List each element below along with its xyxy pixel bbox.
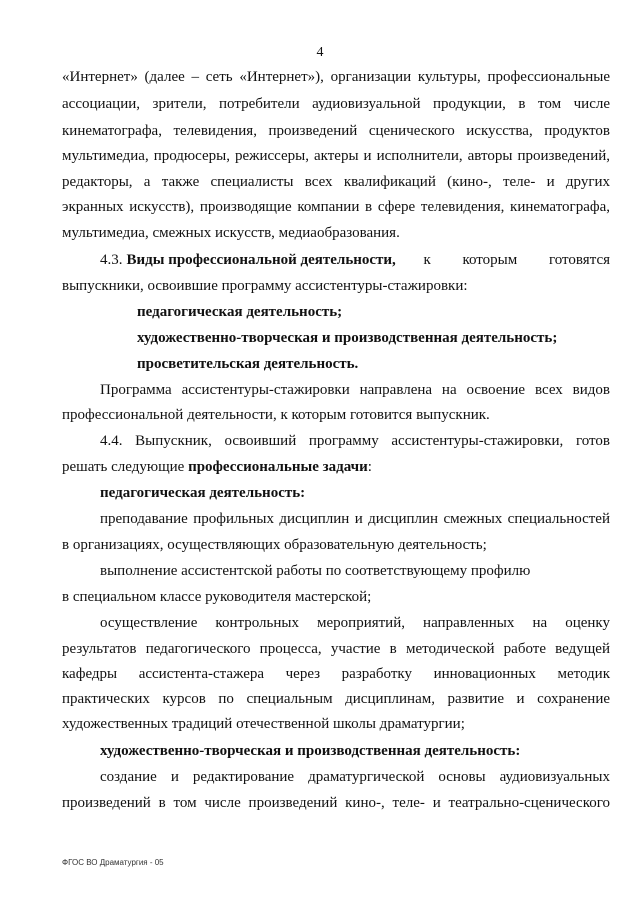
text-line: преподавание профильных дисциплин и дисциплин смежных специальностей	[100, 511, 610, 527]
activity-type-item: просветительская деятельность.	[137, 356, 359, 372]
text-line: редакторы, а также специалисты всех квалификаций (кино-, теле- и других	[62, 174, 610, 190]
text-line: кинематографа, телевидения, произведений сценического искусства, продуктов	[62, 123, 610, 139]
text-fragment: :	[367, 459, 372, 475]
text-line: практических курсов по специальным дисциплинам, развитие и сохранение	[62, 691, 610, 707]
text-line: в организациях, осуществляющих образовательную деятельность;	[62, 537, 487, 553]
section-4-4-heading: 4.4. Выпускник, освоивший программу ассистентуры-стажировки, готов	[100, 433, 610, 449]
activity-type-item: педагогическая деятельность;	[137, 304, 343, 320]
text-line: экранных искусств), производящие компании в сфере телевидения, кинематографа,	[62, 199, 610, 215]
subsection-heading: педагогическая деятельность:	[100, 485, 306, 501]
text-fragment: к которым готовятся	[423, 252, 610, 268]
bold-phrase: Виды профессиональной деятельности,	[126, 252, 396, 268]
text-line: произведений в том числе произведений кино-, теле- и театрально-сценического	[62, 795, 610, 811]
text-line: в специальном классе руководителя мастерской;	[62, 589, 372, 605]
text-line: выполнение ассистентской работы по соответствующему профилю	[100, 563, 531, 579]
bold-phrase: профессиональные задачи	[188, 459, 368, 475]
text-line: создание и редактирование драматургической основы аудиовизуальных	[100, 769, 610, 785]
text-line: Программа ассистентуры-стажировки направлена на освоение всех видов	[100, 382, 610, 398]
text-fragment: решать следующие	[62, 459, 189, 475]
text-line: выпускники, освоившие программу ассистентуры-стажировки:	[62, 278, 468, 294]
text-line: ассоциации, зрители, потребители аудиовизуальной продукции, в том числе	[62, 96, 610, 112]
text-line: профессиональной деятельности, к которым готовится выпускник.	[62, 407, 490, 423]
subsection-heading: художественно-творческая и производственная деятельность:	[100, 743, 521, 759]
activity-type-item: художественно-творческая и производственная деятельность;	[137, 330, 558, 346]
text-line	[62, 457, 610, 477]
section-number: 4.3.	[100, 252, 123, 268]
page-number: 4	[316, 45, 324, 60]
text-line: осуществление контрольных мероприятий, направленных на оценку	[100, 615, 610, 631]
text-line: результатов педагогического процесса, участие в методической работе ведущей	[62, 641, 610, 657]
text-line: художественных традиций отечественной школы драматургии;	[62, 716, 465, 732]
text-line: мультимедиа, смежных искусств, медиаобразования.	[62, 225, 400, 241]
section-4-3-heading	[100, 250, 610, 270]
document-footer: ФГОС ВО Драматургия - 05	[62, 858, 164, 867]
text-line: мультимедиа, продюсеры, режиссеры, актеры и исполнители, авторы произведений,	[62, 148, 610, 164]
text-line: «Интернет» (далее – сеть «Интернет»), организации культуры, профессиональные	[62, 69, 610, 85]
text-line: кафедры ассистента-стажера через разработку инновационных методик	[62, 666, 610, 682]
